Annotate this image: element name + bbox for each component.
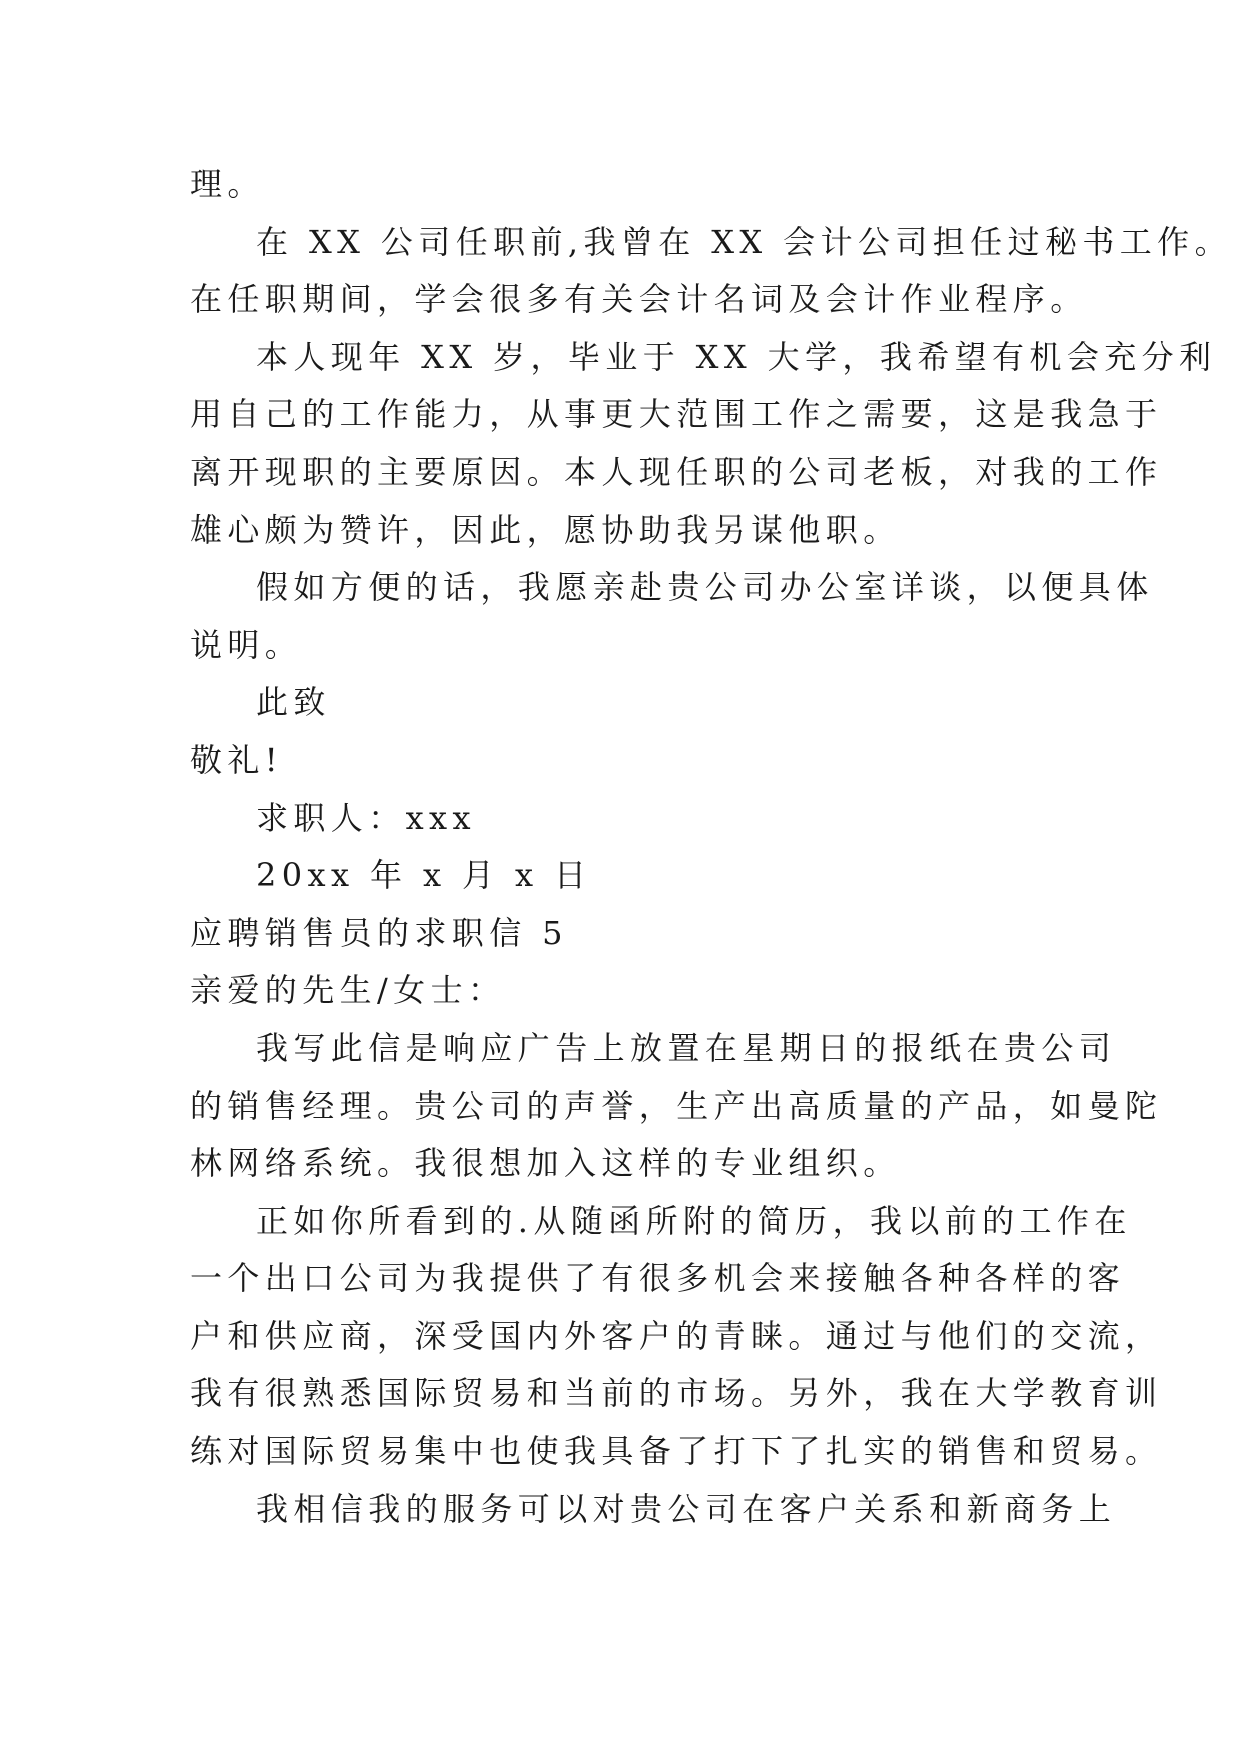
text-line: 一个出口公司为我提供了有很多机会来接触各种各样的客 — [190, 1259, 1126, 1298]
letter-date: 20xx 年 x 月 x 日 — [256, 856, 592, 895]
text-line: 林网络系统。我很想加入这样的专业组织。 — [190, 1144, 901, 1183]
paragraph-first-line: 在 XX 公司任职前,我曾在 XX 会计公司担任过秘书工作。 — [256, 222, 1232, 261]
text-line: 户和供应商，深受国内外客户的青睐。通过与他们的交流， — [190, 1316, 1163, 1355]
paragraph-first-line: 假如方便的话，我愿亲赴贵公司办公室详谈，以便具体 — [256, 568, 1154, 607]
section-heading: 应聘销售员的求职信 5 — [190, 913, 568, 952]
text-line: 的销售经理。贵公司的声誉，生产出高质量的产品，如曼陀 — [190, 1086, 1163, 1125]
greeting: 亲爱的先生/女士： — [190, 971, 506, 1010]
applicant-signature: 求职人：xxx — [256, 798, 476, 837]
document-body — [190, 156, 1232, 1538]
text-line: 理。 — [190, 165, 265, 203]
text-line: 在任职期间，学会很多有关会计名词及会计作业程序。 — [190, 280, 1088, 319]
text-line: 我有很熟悉国际贸易和当前的市场。另外，我在大学教育训 — [190, 1374, 1163, 1413]
text-line: 离开现职的主要原因。本人现任职的公司老板，对我的工作 — [190, 452, 1163, 491]
text-line: 用自己的工作能力，从事更大范围工作之需要，这是我急于 — [190, 395, 1163, 434]
closing-phrase: 此致 — [256, 683, 331, 722]
salutation-closing: 敬礼! — [190, 740, 284, 779]
paragraph-first-line: 本人现年 XX 岁，毕业于 XX 大学，我希望有机会充分利 — [256, 337, 1217, 376]
text-line: 雄心颇为赞许，因此，愿协助我另谋他职。 — [190, 510, 901, 549]
text-line: 说明。 — [190, 625, 303, 664]
paragraph-first-line: 我写此信是响应广告上放置在星期日的报纸在贵公司 — [256, 1028, 1117, 1067]
text-line: 练对国际贸易集中也使我具备了打下了扎实的销售和贸易。 — [190, 1432, 1163, 1471]
paragraph-first-line: 正如你所看到的.从随函所附的简历，我以前的工作在 — [256, 1201, 1132, 1240]
paragraph-first-line: 我相信我的服务可以对贵公司在客户关系和新商务上 — [256, 1489, 1117, 1528]
